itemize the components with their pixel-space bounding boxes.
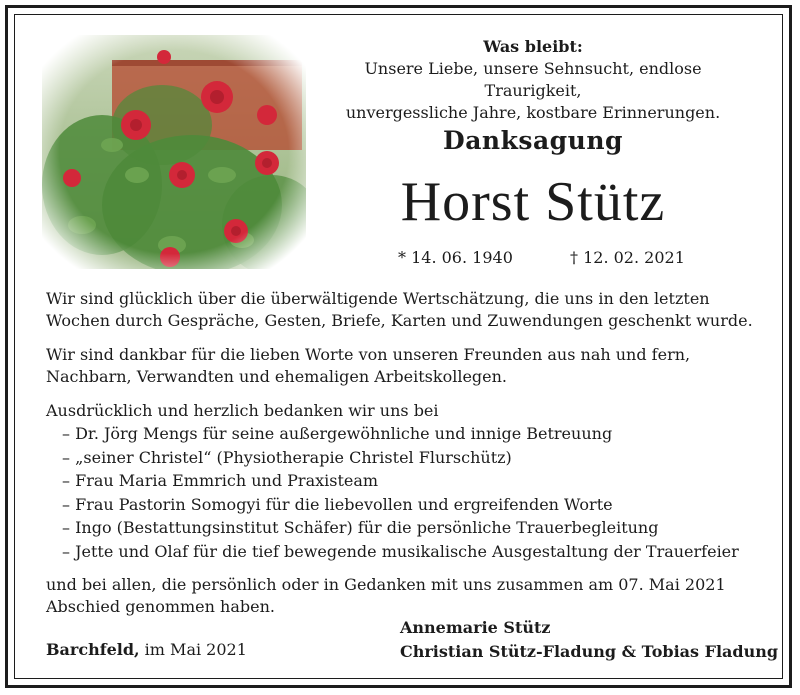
birth-date: * 14. 06. 1940: [398, 248, 513, 267]
date: im Mai 2021: [139, 640, 247, 659]
list-item: – „seiner Christel“ (Physiotherapie Christel Flurschütz): [62, 446, 762, 470]
heading: Danksagung: [443, 126, 623, 155]
paragraph-1: Wir sind glücklich über die überwältigende Wertschätzung, die uns in den letzten Wochen durch Gespräche, Gesten, Briefe, Karten und Zuwendungen geschenkt wurde.: [46, 289, 753, 330]
list-item: – Frau Maria Emmrich und Praxisteam: [62, 469, 762, 493]
motto-line-1: Unsere Liebe, unsere Sehnsucht, endlose Traurigkeit,: [364, 59, 702, 100]
motto-title: Was bleibt:: [483, 37, 583, 56]
place: Barchfeld,: [46, 640, 140, 659]
death-date: † 12. 02. 2021: [570, 248, 685, 267]
list-item: – Frau Pastorin Somogyi für die liebevollen und ergreifenden Worte: [62, 493, 762, 517]
list-item: – Ingo (Bestattungsinstitut Schäfer) für die persönliche Trauerbegleitung: [62, 516, 762, 540]
list-item: – Dr. Jörg Mengs für seine außergewöhnliche und innige Betreuung: [62, 422, 762, 446]
place-date: [46, 640, 247, 659]
paragraph-2: Wir sind dankbar für die lieben Worte von unseren Freunden aus nah und fern, Nachbarn, Verwandten und ehemaligen Arbeitskollegen.: [46, 345, 691, 386]
paragraph-4: und bei allen, die persönlich oder in Gedanken mit uns zusammen am 07. Mai 2021 Abschied genommen haben.: [46, 575, 726, 616]
deceased-name: Horst Stütz: [400, 171, 666, 233]
rose-photo: [42, 35, 306, 269]
list-item: – Jette und Olaf für die tief bewegende musikalische Ausgestaltung der Trauerfeier: [62, 540, 762, 564]
signatories: [400, 616, 778, 664]
motto-line-2: unvergessliche Jahre, kostbare Erinnerungen.: [345, 103, 721, 122]
signatory-1: Annemarie Stütz: [400, 618, 551, 637]
motto-block: [318, 36, 748, 124]
thanks-list: [62, 422, 762, 563]
paragraph-3: Ausdrücklich und herzlich bedanken wir uns bei: [46, 401, 439, 420]
signatory-2: Christian Stütz-Fladung & Tobias Fladung: [400, 642, 779, 661]
